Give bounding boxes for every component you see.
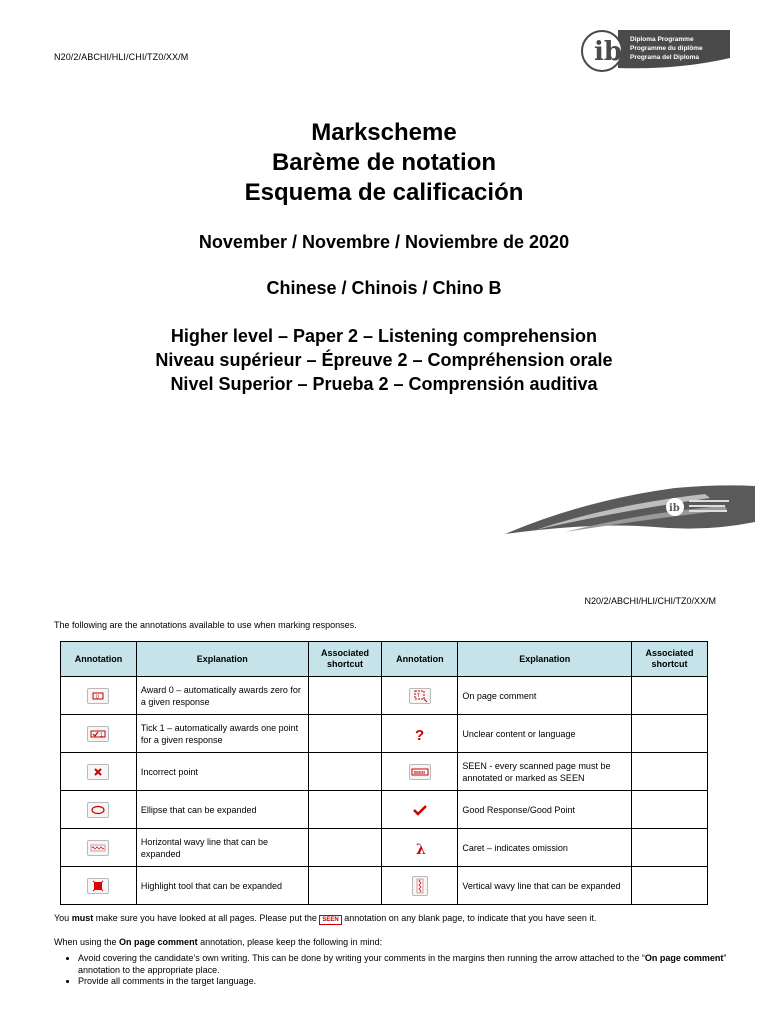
svg-text:0: 0 — [96, 694, 100, 700]
explanation-cell: Incorrect point — [136, 753, 308, 791]
reference-code: N20/2/ABCHI/HLI/CHI/TZ0/XX/M — [54, 52, 189, 62]
logo-text-line-2: Programme du diplôme — [630, 45, 703, 52]
table-row — [61, 677, 708, 715]
svg-text:T: T — [416, 692, 420, 699]
vertical-wavy-line-icon — [412, 876, 428, 896]
annotations-page — [0, 560, 768, 1024]
header-explanation: Explanation — [136, 642, 308, 677]
title-english: Markscheme — [311, 119, 457, 146]
bullet-text: Avoid covering the candidate’s own writing. This can be done by writing your comments in the margins then running the arrow attached to the “ — [78, 953, 645, 963]
explanation-cell: Highlight tool that can be expanded — [136, 867, 308, 905]
shortcut-cell — [632, 715, 708, 753]
title-french: Barème de notation — [271, 149, 497, 176]
svg-text:SEEN: SEEN — [413, 769, 425, 775]
shortcut-cell — [308, 867, 382, 905]
explanation-cell: Ellipse that can be expanded — [136, 791, 308, 829]
level-spanish: Nivel Superior – Prueba 2 – Comprensión auditiva — [170, 374, 598, 394]
shortcut-cell — [632, 867, 708, 905]
shortcut-cell — [632, 677, 708, 715]
table-row — [61, 715, 708, 753]
shortcut-cell — [308, 753, 382, 791]
exam-session-date: November / Novembre / Noviembre de 2020 — [198, 232, 570, 252]
seen-note-text: You — [54, 913, 72, 923]
horizontal-wavy-line-icon — [87, 840, 109, 856]
reference-code-page-2: N20/2/ABCHI/HLI/CHI/TZ0/XX/M — [584, 596, 716, 606]
table-header-row — [61, 642, 708, 677]
ellipse-icon — [87, 802, 109, 818]
comment-note-text: annotation, please keep the following in mind: — [197, 937, 383, 947]
shortcut-cell — [308, 677, 382, 715]
level-block — [0, 324, 768, 396]
svg-text:λ: λ — [415, 841, 426, 855]
bullet-text: ” annotation to the appropriate place. — [78, 953, 727, 975]
question-mark-icon — [410, 727, 430, 741]
explanation-cell: Vertical wavy line that can be expanded — [458, 867, 632, 905]
seen-note-text: make sure you have looked at all pages. Please put the — [93, 913, 320, 923]
list-item: • Provide all comments in the target language. — [78, 976, 728, 988]
svg-text:ib: ib — [594, 37, 623, 67]
seen-inline-icon: SEEN — [319, 915, 341, 925]
title-block — [0, 118, 768, 208]
explanation-cell: Tick 1 – automatically awards one point for a given response — [136, 715, 308, 753]
bullet-emphasis: On page comment — [644, 953, 724, 963]
list-item — [78, 953, 728, 976]
header-explanation: Explanation — [458, 642, 632, 677]
header-shortcut: Associated shortcut — [308, 642, 382, 677]
annotations-intro: The following are the annotations available to use when marking responses. — [54, 620, 357, 630]
seen-icon — [409, 764, 431, 780]
svg-text:?: ? — [414, 726, 425, 741]
header-annotation: Annotation — [61, 642, 137, 677]
shortcut-cell — [632, 753, 708, 791]
table-row — [61, 791, 708, 829]
checkmark-icon — [410, 803, 430, 817]
explanation-cell: Unclear content or language — [458, 715, 632, 753]
comment-note-text: When using the — [54, 937, 120, 947]
shortcut-cell — [308, 791, 382, 829]
ib-logo — [578, 30, 730, 72]
shortcut-cell — [632, 829, 708, 867]
seen-note-emphasis: must — [71, 913, 94, 923]
seen-instruction — [54, 912, 596, 925]
on-page-comment-icon — [409, 688, 431, 704]
tick-one-icon — [87, 726, 109, 742]
explanation-cell: Award 0 – automatically awards zero for a given response — [136, 677, 308, 715]
cross-icon — [87, 764, 109, 780]
annotations-table — [60, 641, 708, 905]
exam-subject: Chinese / Chinois / Chino B — [266, 278, 502, 298]
svg-text:1: 1 — [100, 732, 104, 738]
level-english: Higher level – Paper 2 – Listening comprehension — [170, 326, 598, 346]
comment-guidelines-list — [60, 953, 728, 988]
header-annotation: Annotation — [382, 642, 458, 677]
shortcut-cell — [308, 715, 382, 753]
title-spanish: Esquema de calificación — [244, 179, 524, 206]
highlight-tool-icon — [87, 878, 109, 894]
ib-footer-swoosh-logo — [505, 482, 755, 534]
comment-note-emphasis: On page comment — [119, 937, 198, 947]
shortcut-cell — [308, 829, 382, 867]
level-french: Niveau supérieur – Épreuve 2 – Compréhension orale — [155, 350, 613, 370]
logo-text-line-1: Diploma Programme — [630, 36, 694, 43]
explanation-cell: Caret – indicates omission — [458, 829, 632, 867]
shortcut-cell — [632, 791, 708, 829]
table-row — [61, 829, 708, 867]
explanation-cell: Horizontal wavy line that can be expanded — [136, 829, 308, 867]
explanation-cell: On page comment — [458, 677, 632, 715]
logo-text-line-3: Programa del Diploma — [630, 54, 699, 61]
explanation-cell: Good Response/Good Point — [458, 791, 632, 829]
caret-icon — [410, 841, 430, 855]
header-shortcut: Associated shortcut — [632, 642, 708, 677]
comment-instruction — [54, 936, 382, 948]
svg-text:ib: ib — [669, 503, 680, 514]
award-zero-icon — [87, 688, 109, 704]
table-row — [61, 867, 708, 905]
table-row — [61, 753, 708, 791]
seen-note-text: annotation on any blank page, to indicate that you have seen it. — [341, 913, 597, 923]
explanation-cell: SEEN - every scanned page must be annotated or marked as SEEN — [458, 753, 632, 791]
